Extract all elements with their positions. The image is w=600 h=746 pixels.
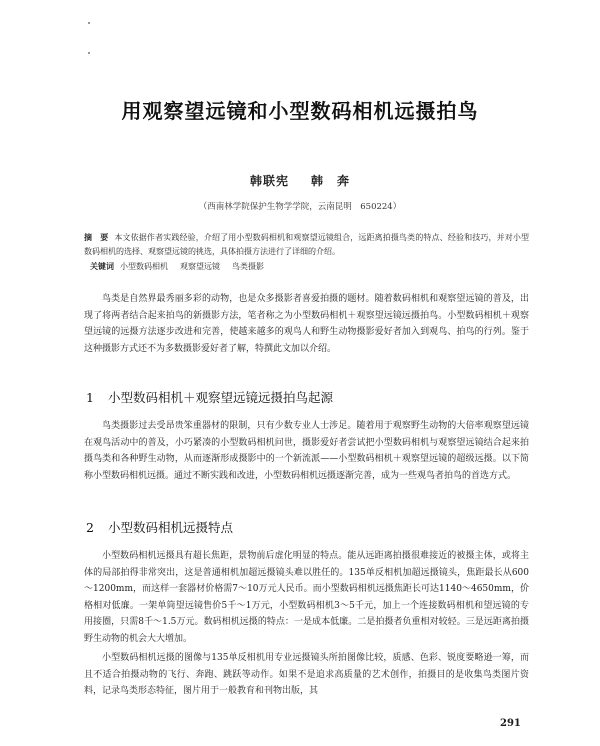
section-number: 2 — [86, 520, 94, 535]
abstract-block — [84, 230, 529, 274]
author-name: 韩 奔 — [311, 174, 351, 188]
keyword: 鸟类摄影 — [232, 262, 264, 271]
author-line — [0, 172, 600, 189]
section-title: 小型数码相机＋观察望远镜远摄拍鸟起源 — [108, 390, 334, 405]
scan-speck — [88, 22, 90, 24]
paper-title: 用观察望远镜和小型数码相机远摄拍鸟 — [121, 99, 479, 123]
keywords — [84, 259, 529, 274]
section-paragraph: 鸟类摄影过去受昂贵笨重器材的限制，只有少数专业人士涉足。随着用于观察野生动物的大倍率观察望远镜在观鸟活动中的普及，小巧紧凑的小型数码相机问世，摄影爱好者尝试把小型数码相机与观察望远镜结合起来拍摄鸟类和各种野生动物，从而逐渐形成摄影中的一个新流派——小型数码相机＋观察望远镜的超级远摄。以下简称小型数码相机远摄。通过不断实践和改进，小型数码相机远摄逐渐完善，成为一些观鸟者拍鸟的首选方式。 — [84, 421, 529, 481]
intro-paragraph: 鸟类是自然界最秀丽多彩的动物，也是众多摄影者喜爱拍摄的题材。随着数码相机和观察望远镜的普及，出现了将两者结合起来拍鸟的新摄影方法，笔者称之为小型数码相机＋观察望远镜远摄拍鸟。小型数码相机＋观察望远镜的远摄方法逐步改进和完善，使越来越多的观鸟人和野生动物摄影爱好者加入到观鸟、拍鸟的行列。鉴于这种摄影方式还不为多数摄影爱好者了解，特撰此文加以介绍。 — [84, 294, 529, 354]
section-number: 1 — [86, 390, 94, 405]
abstract-text: 本文依据作者实践经验，介绍了用小型数码相机和观察望远镜组合，远距离拍摄鸟类的特点、经验和技巧，并对小型数码相机的选择、观察望远镜的挑选，具体拍摄方法进行了详细的介绍。 — [84, 233, 530, 256]
section-paragraph: 小型数码相机远摄具有超长焦距，景物前后虚化明显的特点。能从远距离拍摄很难接近的被摄主体，或将主体的局部拍得非常突出，这是普通相机加超远摄镜头难以胜任的。135单反相机加超远摄镜头，焦距最长从600～1200mm，而这样一套器材价格需7～10万元人民币。而小型数码相机远摄焦距长可达1140～4650mm，价格相对低廉。一架单筒望远镜售价5千～1万元，小型数码相机3～5千元，加上一个连接数码相机和望远镜的专用接圈，只需8千～1.5万元。数码相机远摄的特点：一是成本低廉。二是拍摄者负重相对较轻。三是远距离拍摄野生动物的机会大大增加。 — [84, 551, 529, 644]
keyword: 小型数码相机 — [120, 262, 168, 271]
section-paragraph: 小型数码相机远摄的图像与135单反相机用专业远摄镜头所拍图像比较，质感、色彩、锐度要略逊一筹，而且不适合拍摄动物的飞行、奔跑、跳跃等动作。如果不是追求高质量的艺术创作，拍摄目的是收集鸟类图片资料，记录鸟类形态特征，图片用于一般教育和刊物出版，其 — [84, 653, 529, 697]
abstract-label: 摘 要 — [84, 232, 109, 242]
author-name: 韩联宪 — [249, 174, 289, 188]
abstract — [84, 230, 529, 259]
section-heading — [86, 388, 333, 406]
scan-speck — [88, 52, 90, 54]
page-number: 291 — [500, 718, 521, 729]
keyword: 观察望远镜 — [180, 262, 220, 271]
keywords-label: 关键词 — [90, 261, 114, 271]
section-heading — [86, 518, 233, 536]
section-title: 小型数码相机远摄特点 — [108, 520, 234, 535]
affiliation: （西南林学院保护生物学学院，云南昆明 650224） — [198, 202, 402, 212]
